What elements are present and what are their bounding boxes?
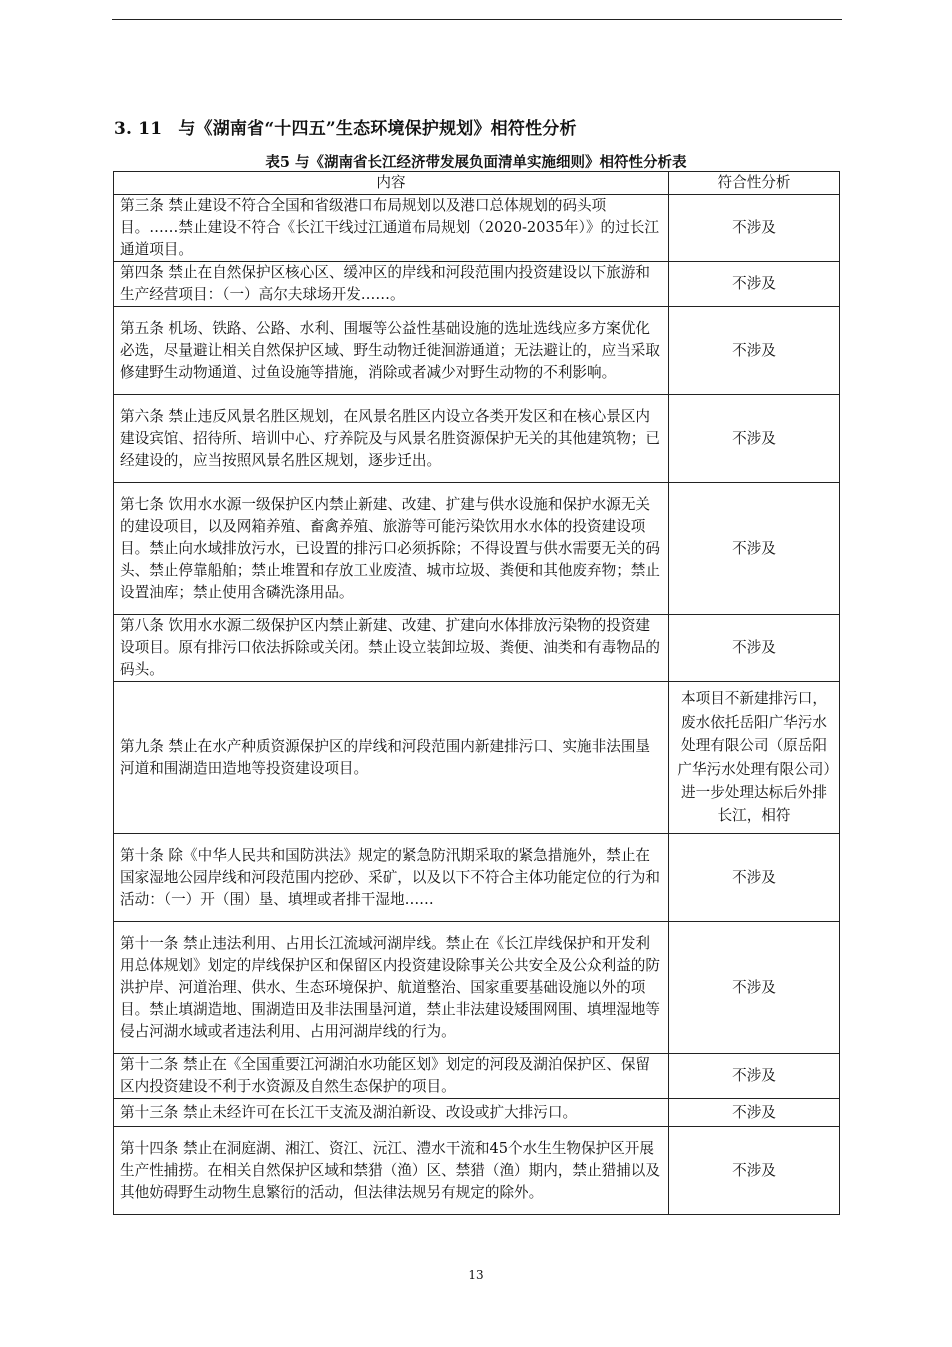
row-result: 本项目不新建排污口，废水依托岳阳广华污水处理有限公司（原岳阳广华污水处理有限公司）进一步处理达标后外排长江，相符 [669,682,840,834]
table-row [114,615,840,682]
row-content: 第四条 禁止在自然保护区核心区、缓冲区的岸线和河段范围内投资建设以下旅游和生产经营项目：（一）高尔夫球场开发……。 [114,262,669,307]
row-content: 第十三条 禁止未经许可在长江干支流及湖泊新设、改设或扩大排污口。 [114,1099,669,1127]
header-content: 内容 [114,172,669,195]
section-number: 3. 11 [114,119,163,139]
row-content: 第九条 禁止在水产种质资源保护区的岸线和河段范围内新建排污口、实施非法围垦河道和围湖造田造地等投资建设项目。 [114,682,669,834]
row-content: 第六条 禁止违反风景名胜区规划，在风景名胜区内设立各类开发区和在核心景区内建设宾馆、招待所、培训中心、疗养院及与风景名胜资源保护无关的其他建筑物；已经建设的，应当按照风景名胜区规划，逐步迁出。 [114,395,669,483]
row-content: 第五条 机场、铁路、公路、水利、围堰等公益性基础设施的选址选线应多方案优化必选，尽量避让相关自然保护区域、野生动物迁徙洄游通道；无法避让的，应当采取修建野生动物通道、过鱼设施等措施，消除或者减少对野生动物的不利影响。 [114,307,669,395]
row-result: 不涉及 [669,1127,840,1215]
row-content: 第三条 禁止建设不符合全国和省级港口布局规划以及港口总体规划的码头项目。……禁止建设不符合《长江干线过江通道布局规划（2020-2035年）》的过长江通道项目。 [114,195,669,262]
row-result: 不涉及 [669,1054,840,1099]
section-title: 与《湖南省“十四五”生态环境保护规划》相符性分析 [178,119,577,139]
row-content: 第十一条 禁止违法利用、占用长江流域河湖岸线。禁止在《长江岸线保护和开发利用总体规划》划定的岸线保护区和保留区内投资建设除事关公共安全及公众利益的防洪护岸、河道治理、供水、生态环境保护、航道整治、国家重要基础设施以外的项目。禁止填湖造地、围湖造田及非法围垦河道，禁止非法建设矮围网围、填埋湿地等侵占河湖水域或者违法利用、占用河湖岸线的行为。 [114,922,669,1054]
row-content: 第十条 除《中华人民共和国防洪法》规定的紧急防汛期采取的紧急措施外，禁止在国家湿地公园岸线和河段范围内挖砂、采矿，以及以下不符合主体功能定位的行为和活动：（一）开（围）垦、填埋或者排干湿地…… [114,834,669,922]
row-result: 不涉及 [669,195,840,262]
table-row [114,1127,840,1215]
table-row [114,834,840,922]
row-result: 不涉及 [669,1099,840,1127]
row-result: 不涉及 [669,307,840,395]
table-row [114,262,840,307]
table-row [114,1054,840,1099]
row-result: 不涉及 [669,395,840,483]
row-result: 不涉及 [669,615,840,682]
row-result: 不涉及 [669,922,840,1054]
table-row [114,307,840,395]
row-content: 第八条 饮用水水源二级保护区内禁止新建、改建、扩建向水体排放污染物的投资建设项目。原有排污口依法拆除或关闭。禁止设立装卸垃圾、粪便、油类和有毒物品的码头。 [114,615,669,682]
row-result: 不涉及 [669,262,840,307]
table-row [114,922,840,1054]
row-content: 第七条 饮用水水源一级保护区内禁止新建、改建、扩建与供水设施和保护水源无关的建设项目，以及网箱养殖、畜禽养殖、旅游等可能污染饮用水水体的投资建设项目。禁止向水域排放污水，已设置的排污口必须拆除；不得设置与供水需要无关的码头、禁止停靠船舶；禁止堆置和存放工业废渣、城市垃圾、粪便和其他废弃物；禁止设置油库；禁止使用含磷洗涤用品。 [114,483,669,615]
compliance-table [113,171,840,1215]
table-header-row [114,172,840,195]
table-row [114,682,840,834]
table-row [114,195,840,262]
row-content: 第十四条 禁止在洞庭湖、湘江、资江、沅江、澧水干流和45个水生生物保护区开展生产性捕捞。在相关自然保护区域和禁猎（渔）区、禁猎（渔）期内，禁止猎捕以及其他妨碍野生动物生息繁衍的活动，但法律法规另有规定的除外。 [114,1127,669,1215]
table-row [114,1099,840,1127]
row-result: 不涉及 [669,483,840,615]
row-content: 第十二条 禁止在《全国重要江河湖泊水功能区划》划定的河段及湖泊保护区、保留区内投资建设不利于水资源及自然生态保护的项目。 [114,1054,669,1099]
table-row [114,395,840,483]
section-heading [114,114,577,139]
row-result: 不涉及 [669,834,840,922]
page-number: 13 [468,1268,484,1282]
header-rule [112,19,842,20]
table-row [114,483,840,615]
header-compliance: 符合性分析 [669,172,840,195]
table-caption: 表5 与《湖南省长江经济带发展负面清单实施细则》相符性分析表 [265,154,687,171]
